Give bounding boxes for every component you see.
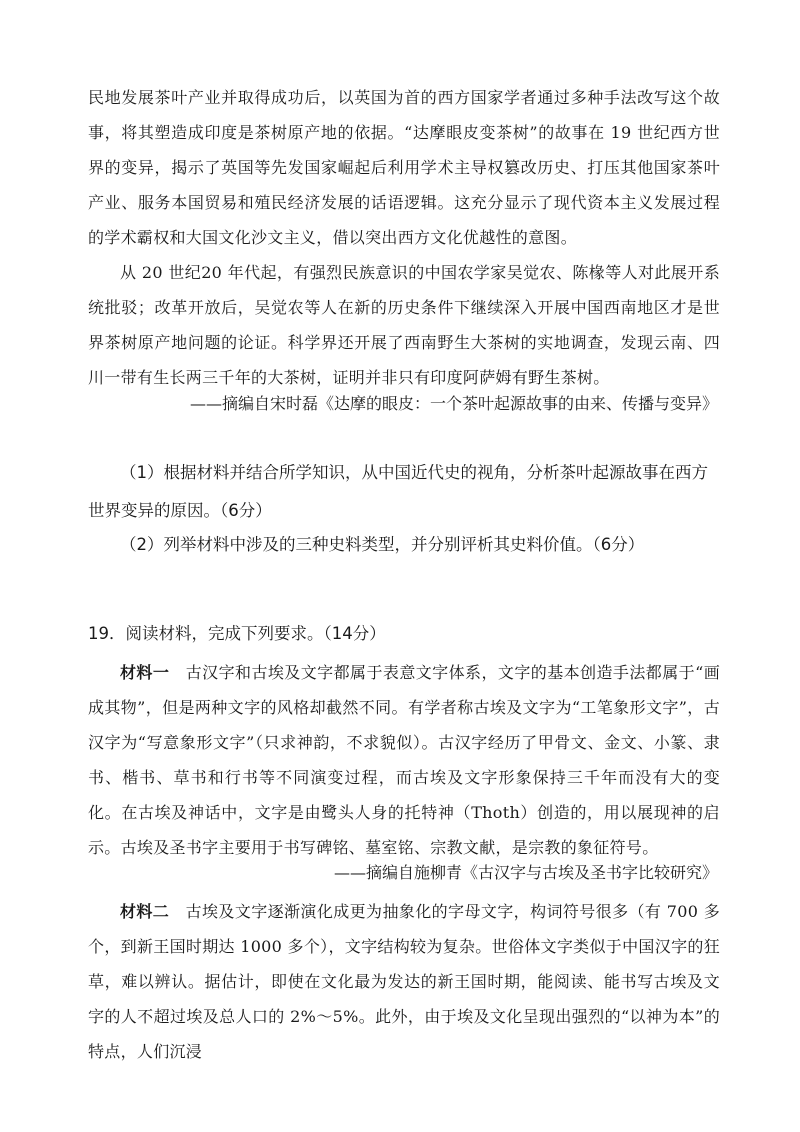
material-1-source: ——摘编自施柳青《古汉字与古埃及圣书字比较研究》: [333, 863, 718, 882]
material-1-label: 材料一: [120, 663, 170, 682]
material-2-text: 古埃及文字逐渐演化成更为抽象化的字母文字，构词符号很多（有 700 多个，到新王国时期达 1000 多个），文字结构较为复杂。世俗体文字类似于中国汉字的狂草，难以辨认。据估计，即使在文化最为发达的新王国时期，能阅读、能书写古埃及文字的人不超过埃及总人口的 2%～5%。此外，由于埃及文化呈现出强烈的“以神为本”的特点，人们沉浸: [88, 902, 721, 1061]
material-1-text: 古汉字和古埃及文字都属于表意文字体系，文字的基本创造手法都属于“画成其物”，但是两种文字的风格却截然不同。有学者称古埃及文字为“工笔象形文字”，古汉字为“写意象形文字”（只求神韵，不求貌似）。古汉字经历了甲骨文、金文、小篆、隶书、楷书、草书和行书等不同演变过程，而古埃及文字形象保持三千年而没有大的变化。在古埃及神话中，文字是由鹭头人身的托特神（Thoth）创造的，用以展现神的启示。古埃及圣书字主要用于书写碑铭、墓室铭、宗教文献，是宗教的象征符号。: [88, 663, 720, 857]
material-2-paragraph: [88, 894, 720, 1069]
question-19-title: 19．阅读材料，完成下列要求。（14分）: [88, 624, 386, 643]
material-paragraph-1: 民地发展茶叶产业并取得成功后，以英国为首的西方国家学者通过多种手法改写这个故事，将其塑造成印度是茶树原产地的依据。“达摩眼皮变茶树”的故事在 19 世纪西方世界的变异，揭示了英国等先发国家崛起后利用学术主导权篡改历史、打压其他国家茶叶产业、服务本国贸易和殖民经济发展的话语逻辑。这充分显示了现代资本主义发展过程的学术霸权和大国文化沙文主义，借以突出西方文化优越性的意图。: [88, 88, 720, 247]
material-1-paragraph: [88, 655, 720, 865]
material-paragraph-2: 从 20 世纪20 年代起，有强烈民族意识的中国农学家吴觉农、陈椽等人对此展开系统批驳；改革开放后，吴觉农等人在新的历史条件下继续深入开展中国西南地区才是世界茶树原产地问题的论证。科学界还开展了西南野生大茶树的实地调查，发现云南、四川一带有生长两三千年的大茶树，证明并非只有印度阿萨姆有野生茶树。: [88, 263, 720, 387]
question-18-part-1: （1）根据材料并结合所学知识，从中国近代史的视角，分析茶叶起源故事在西方世界变异的原因。（6分）: [88, 463, 708, 520]
material-2-label: 材料二: [120, 902, 170, 921]
material-source: ——摘编自宋时磊《达摩的眼皮：一个茶叶起源故事的由来、传播与变异》: [189, 394, 718, 413]
question-18-part-2: （2）列举材料中涉及的三种史料类型，并分别评析其史料价值。（6分）: [120, 535, 645, 554]
